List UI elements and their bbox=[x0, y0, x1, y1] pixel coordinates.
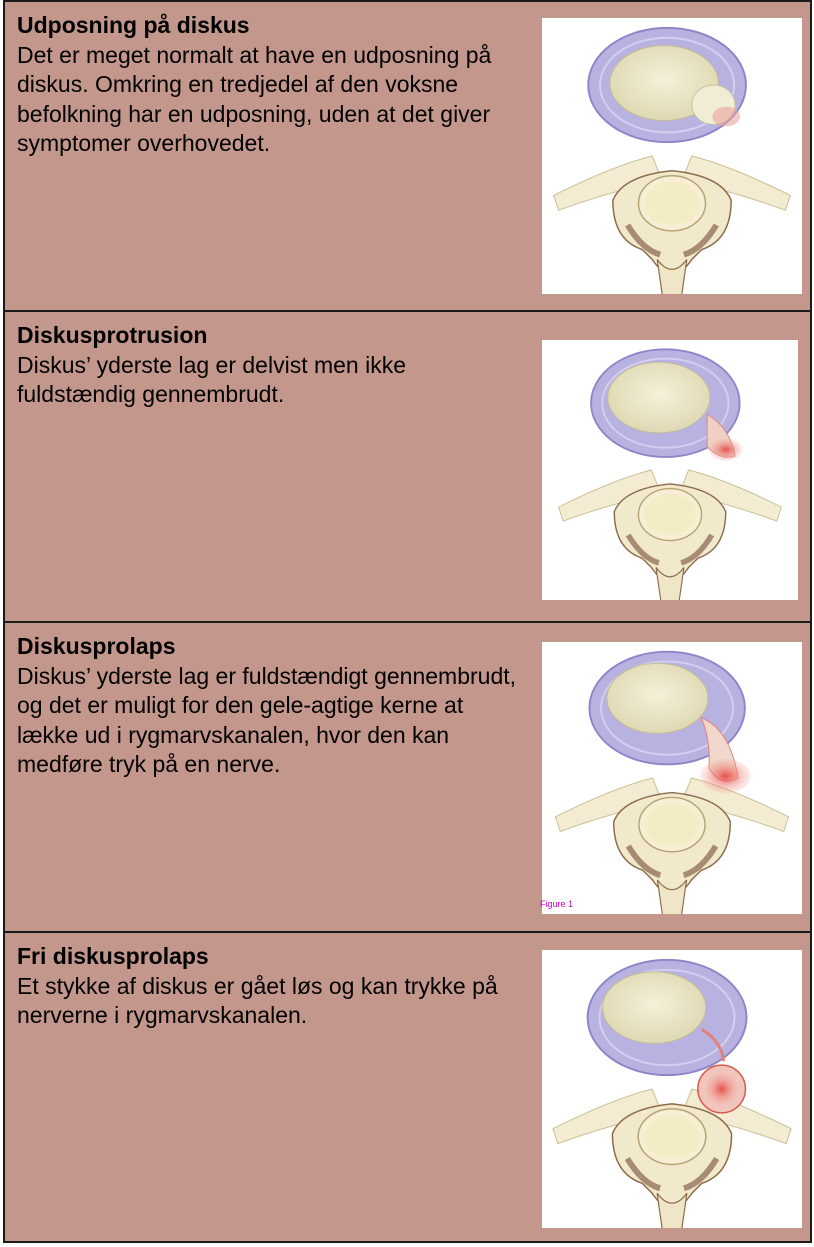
free-disc-fragment-illustration bbox=[542, 950, 802, 1228]
disc-comparison-table bbox=[3, 0, 812, 1243]
section-description: Et stykke af diskus er gået løs og kan trykke på nerverne i rygmarvskanalen. bbox=[17, 972, 498, 1028]
disc-prolapse-illustration bbox=[542, 642, 802, 914]
table-row bbox=[5, 623, 810, 933]
section-title: Diskusprolaps bbox=[17, 633, 176, 659]
disc-bulge-illustration bbox=[542, 18, 802, 294]
table-row bbox=[5, 312, 810, 623]
section-title: Fri diskusprolaps bbox=[17, 943, 209, 969]
row-text-cell bbox=[17, 11, 527, 159]
section-description: Diskus’ yderste lag er delvist men ikke fuldstændig gennembrudt. bbox=[17, 351, 407, 407]
section-description: Diskus’ yderste lag er fuldstændigt gennembrudt, og det er muligt for den gele-agtige kerne at lække ud i rygmarvskanalen, hvor den kan medføre tryk på en nerve. bbox=[17, 662, 517, 777]
section-title: Diskusprotrusion bbox=[17, 322, 208, 348]
figure-caption: Figure 1 bbox=[540, 899, 574, 909]
row-text-cell bbox=[17, 632, 527, 780]
disc-protrusion-illustration bbox=[542, 340, 798, 600]
table-row bbox=[5, 933, 810, 1243]
section-title: Udposning på diskus bbox=[17, 12, 250, 38]
section-description: Det er meget normalt at have en udposning på diskus. Omkring en tredjedel af den voksne befolkning har en udposning, uden at det giver symptomer overhovedet. bbox=[17, 41, 492, 156]
row-text-cell bbox=[17, 942, 527, 1031]
row-text-cell bbox=[17, 321, 527, 410]
table-row bbox=[5, 2, 810, 312]
